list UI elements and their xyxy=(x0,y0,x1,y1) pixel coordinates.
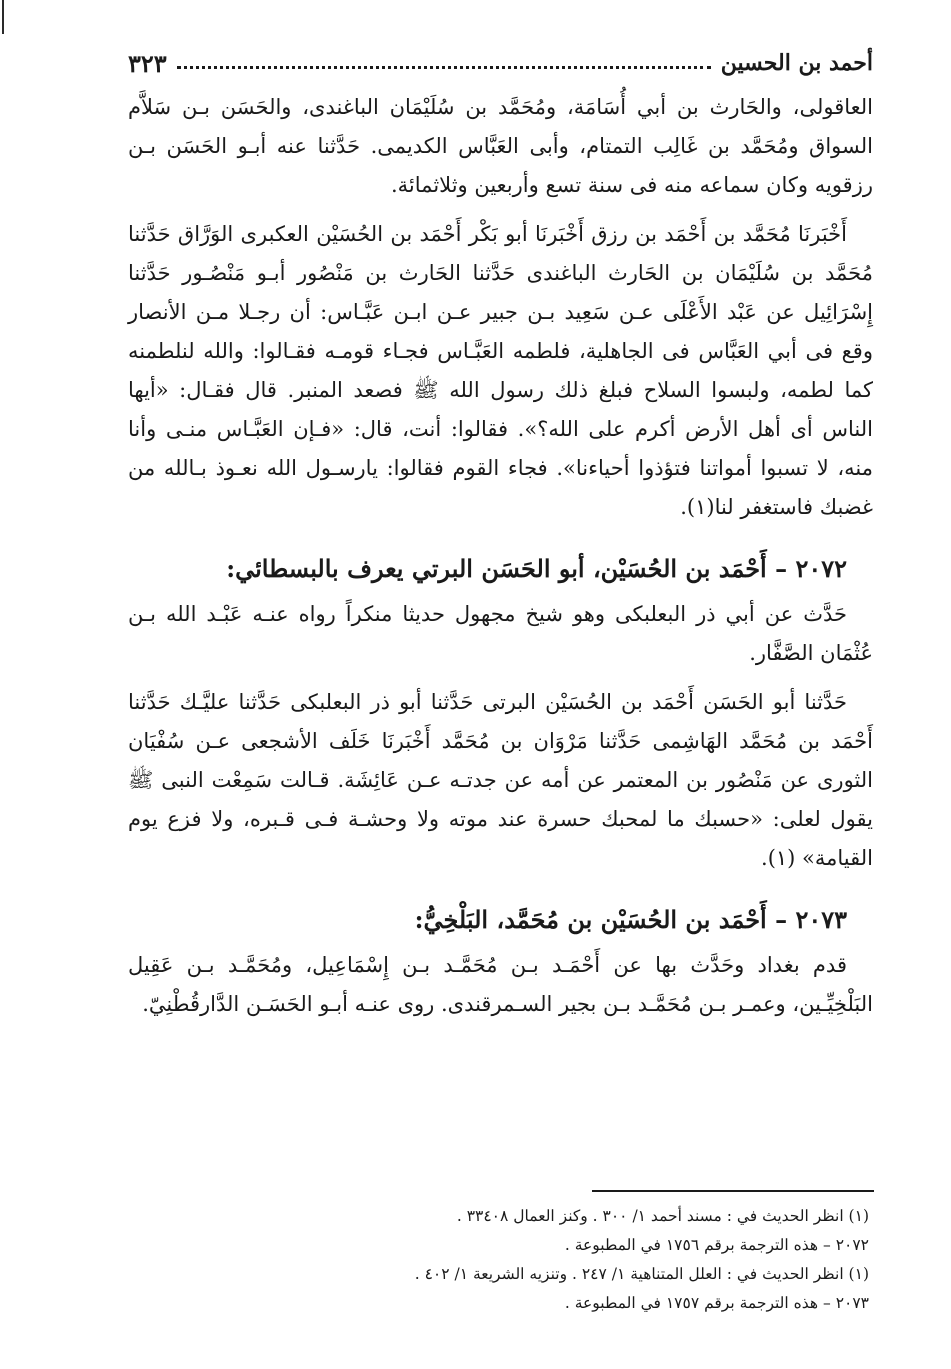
paragraph-entry-2072-bio: حَدَّث عن أبي ذر البعلبكى وهو شيخ مجهول حديثا منكراً رواه عنـه عَبْـد الله بـن عُثْمَان الصَّفَّار. xyxy=(128,602,873,665)
footnote-item: ٢٠٧٣ – هذه الترجمة برقم ١٧٥٧ في المطبوعة . xyxy=(564,1294,869,1312)
paragraph-continuation: العاقولى، والحَارث بن أبي أُسَامَة، ومُحَمَّد بن سُلَيْمَان الباغندى، والحَسَن بـن سَلاَّم السواق ومُحَمَّد بن غَالِب التمتام، وأبى العَبَّاس الكديمى. حَدَّثنا عنه أبـو الحَسَن بـن رزقويه وكان سماعه منه فى سنة تسع وأربعين وثلاثمائة. xyxy=(128,95,873,197)
footnote-item: (١) انظر الحديث في : مسند أحمد ١/ ٣٠٠ . وكنز العمال ٣٣٤٠٨ . xyxy=(456,1207,869,1225)
paragraph-entry-2073-bio: قدم بغداد وحَدَّث بها عن أَحْمَـد بـن مُحَمَّـد بـن إِسْمَاعِيل، ومُحَمَّـد بـن عَقِيل البَلْخِيِّـين، وعمـر بـن مُحَمَّـد بـن بجير السـمرقندى. روى عنـه أبـو الحَسَـن الدَّارقُطْنِيّ. xyxy=(128,953,873,1016)
scan-edge-mark xyxy=(2,0,4,34)
running-head-title: أحمد بن الحسين xyxy=(720,50,873,76)
paragraph-gap xyxy=(128,673,873,683)
paragraph-gap xyxy=(128,205,873,215)
running-head xyxy=(128,44,873,82)
page-number: ٣٢٣ xyxy=(128,48,167,78)
main-text xyxy=(128,88,873,1024)
footnote-separator xyxy=(592,1190,874,1192)
running-head-leader-dots xyxy=(177,58,711,69)
paragraph-hadith-narration: أَخْبَرنَا مُحَمَّد بن أَحْمَد بن رزق أَخْبَرنَا أبو بَكْر أَحْمَد بن الحُسَيْن العكبرى الوَرَّاق حَدَّثنا مُحَمَّد بن سُلَيْمَان بن الحَارث الباغندى حَدَّثنا الحَارث بن مَنْصُور أبـو مَنْصُـور حَدَّثنا إِسْرَائِيل عن عَبْد الأَعْلَى عـن سَعِيد بـن جبير عـن ابـن عَبَّـاس: أن رجـلا مـن الأنصار وقع فى أبي العَبَّاس فى الجاهلية، فلطمه العَبَّـاس فجـاء قومـه فقـالوا: والله لنلطمنه كما لطمه، ولبسوا السلاح فبلغ ذلك رسول الله ﷺ فصعد المنبر. قال فقـال: «أيها الناس أى أهل الأرض أكرم على الله؟». فقالوا: أنت، قال: «فـإن العَبَّـاس منـى وأنا منه، لا تسبوا أمواتنا فتؤذوا أحياءنا». فجاء القوم فقالوا: يارسـول الله نعـوذ بـالله من غضبك فاستغفر لنا(١). xyxy=(128,222,873,519)
footnote-item: (١) انظر الحديث في : العلل المتناهية ١/ ٢٤٧ . وتنزيه الشريعة ١/ ٤٠٢ . xyxy=(414,1265,869,1283)
entry-heading-2073: ٢٠٧٣ – أَحْمَد بن الحُسَيْن بن مُحَمَّد، البَلْخِيُّ: xyxy=(414,905,847,934)
footnotes xyxy=(128,1202,869,1318)
paragraph-entry-2072-hadith: حَدَّثنا أبو الحَسَن أَحْمَد بن الحُسَيْن البرتى حَدَّثنا أبو ذر البعلبكى حَدَّثنا عليَّـك حَدَّثنا أَحْمَد بن مُحَمَّد الهَاشِمى حَدَّثنا مَرْوَان بن مُحَمَّد أَخْبَرنَا خَلَف الأشجعى عـن سُفْيَان الثورى عن مَنْصُور بن المعتمر عن أمه عن جدتـه عـن عَائِشَة. قـالت سَمِعْت النبى ﷺ يقول لعلى: «حسبك ما لمحبك حسرة عند موته ولا وحشـة فـى قـبره، ولا فزع يوم القيامة» (١). xyxy=(128,690,873,870)
entry-heading-2072: ٢٠٧٢ – أَحْمَد بن الحُسَيْن، أبو الحَسَن البرتي يعرف بالبسطائي: xyxy=(226,554,847,583)
footnote-item: ٢٠٧٢ – هذه الترجمة برقم ١٧٥٦ في المطبوعة . xyxy=(564,1236,869,1254)
